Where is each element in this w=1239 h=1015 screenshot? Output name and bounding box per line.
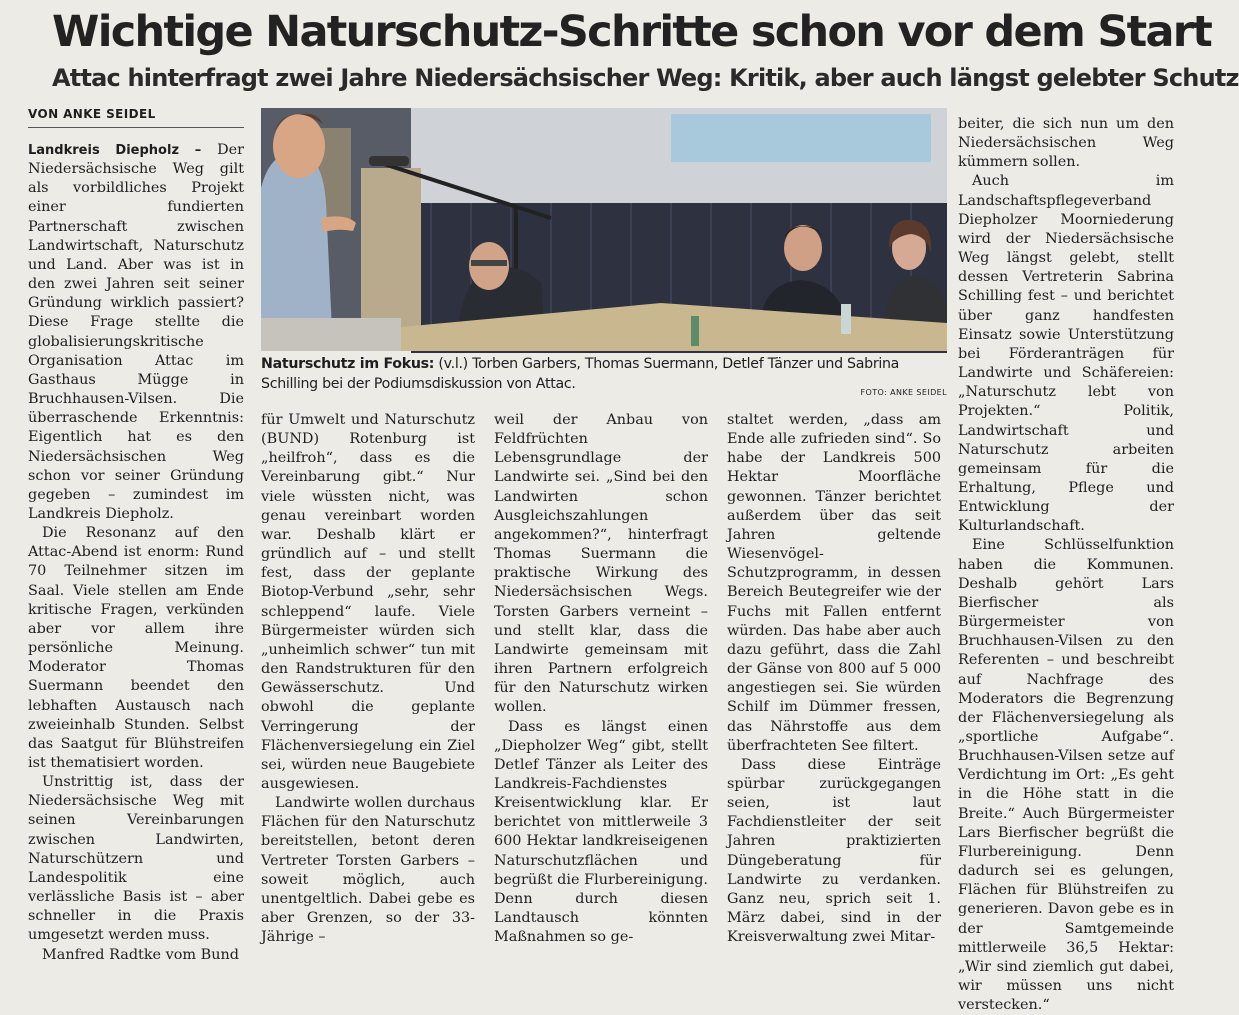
headline: Wichtige Naturschutz-Schritte schon vor dem Start — [52, 7, 1212, 57]
caption-text: (v.l.) Torben Garbers, Thomas Suermann, Detlef Tänzer und Sabrina Schilling bei der Podiumsdiskussion von Attac. — [261, 356, 900, 392]
body-paragraph: Dass diese Einträge spürbar zurückgegangen seien, ist laut Fachdienstleiter der seit Jahren praktizierten Düngeberatung für Landwirte zu verdanken. Ganz neu, sprich seit 1. März dabei, sind in der Kreisverwaltung zwei Mitar- — [727, 756, 941, 946]
body-paragraph: beiter, die sich nun um den Niedersächsischen Weg kümmern sollen. — [958, 116, 1174, 171]
event-photo — [261, 108, 947, 351]
lead-text: Der Niedersächsische Weg gilt als vorbildliches Projekt einer fundierten Partnerschaft zwischen Landwirtschaft, Naturschutz und Land. Aber was ist in den zwei Jahren seit seiner Gründung wirklich passiert? Diese Frage stellte die globalisierungskritische Organisation Attac im Gasthaus Mügge in Bruchhausen-Vilsen. Die überraschende Erkenntnis: Eigentlich hat es den Niedersächsischen Weg schon vor seiner Gründung gegeben – zumindest im Landkreis Diepholz. — [28, 142, 244, 522]
article-column-1 — [28, 141, 244, 963]
photo-credit: FOTO: ANKE SEIDEL — [860, 388, 947, 397]
caption-lead: Naturschutz im Fokus: — [261, 356, 435, 372]
body-paragraph: weil der Anbau von Feldfrüchten Lebensgrundlage der Landwirte sei. „Sind bei den Landwirten schon Ausgleichszahlungen angekommen?“, hinterfragt Thomas Suermann die praktische Wirkung des Niedersächsischen Wegs. Torsten Garbers verneint – und stellt klar, dass die Landwirte gemeinsam mit ihren Partnern erfolgreich für den Naturschutz wirken wollen. — [494, 412, 708, 716]
body-paragraph: Landwirte wollen durchaus Flächen für den Naturschutz bereitstellen, betont deren Vertreter Torsten Garbers – soweit möglich, auch unentgeltlich. Dabei gebe es aber Grenzen, so der 33-Jährige – — [261, 795, 475, 946]
body-paragraph: Manfred Radtke vom Bund — [42, 946, 239, 963]
subheadline: Attac hinterfragt zwei Jahre Niedersächsischer Weg: Kritik, aber auch längst gelebter Schutz — [52, 64, 1239, 92]
body-paragraph: Die Resonanz auf den Attac-Abend ist enorm: Rund 70 Teilnehmer sitzen im Saal. Viele stellen am Ende kritische Fragen, verkünden aber vor allem ihre persönliche Meinung. Moderator Thomas Suermann beendet den lebhaften Austausch nach zweieinhalb Stunden. Selbst das Saatgut für Blühstreifen ist thematisiert worden. — [28, 525, 244, 771]
body-paragraph: Dass es längst einen „Diepholzer Weg“ gibt, stellt Detlef Tänzer als Leiter des Landkreis-Fachdienstes Kreisentwicklung klar. Er berichtet von mittlerweile 3 600 Hektar landkreiseigenen Naturschutzflächen und begrüßt die Flurbereinigung. Denn durch diesen Landtausch könnten Maßnahmen so ge- — [494, 718, 708, 946]
body-paragraph: Unstrittig ist, dass der Niedersächsische Weg mit seinen Vereinbarungen zwischen Landwirten, Naturschützern und Landespolitik eine verlässliche Basis ist – aber schneller in die Praxis umgesetzt werden muss. — [28, 774, 244, 944]
article-column-5 — [958, 115, 1174, 1014]
body-paragraph: Eine Schlüsselfunktion haben die Kommunen. Deshalb gehört Lars Bierfischer als Bürgermeister von Bruchhausen-Vilsen zu den Referenten – und beschreibt auf Nachfrage des Moderators die Begrenzung der Flächenversiegelung als „sportliche Aufgabe“. Bruchhausen-Vilsen setze auf Verdichtung im Ort: „Es geht in die Höhe statt in die Breite.“ Auch Bürgermeister Lars Bierfischer begrüßt die Flurbereinigung. Denn dadurch sei es gelungen, Flächen für Blühstreifen zu generieren. Davon gebe es in der Samtgemeinde mittlerweile 36,5 Hektar: „Wir sind ziemlich gut dabei, wir müssen uns nicht verstecken.“ — [958, 537, 1174, 1014]
dateline: Landkreis Diepholz – — [28, 143, 202, 158]
article-column-4 — [727, 411, 941, 946]
body-paragraph: für Umwelt und Naturschutz (BUND) Rotenburg ist „heilfroh“, dass es die Vereinbarung gibt.“ Nur viele wüssten nicht, was genau vereinbart worden war. Deshalb klärt er gründlich auf – und stellt fest, dass der geplante Biotop-Verbund „sehr, sehr schleppend“ laufe. Viele Bürgermeister würden sich „unheimlich schwer“ tun mit den Randstrukturen für den Gewässerschutz. Und obwohl die geplante Verringerung der Flächenversiegelung ein Ziel sei, würden neue Baugebiete ausgewiesen. — [261, 412, 475, 792]
byline: VON ANKE SEIDEL — [28, 103, 244, 128]
podium-photo-illustration — [261, 108, 947, 351]
article-column-2 — [261, 411, 475, 946]
body-paragraph: staltet werden, „dass am Ende alle zufrieden sind“. So habe der Landkreis 500 Hektar Moorfläche gewonnen. Tänzer berichtet außerdem über das seit Jahren geltende Wiesenvögel-Schutzprogramm, in dessen Bereich Beutegreifer wie der Fuchs mit Fallen entfernt würden. Das habe aber auch dazu geführt, dass die Zahl der Gänse von 800 auf 5 000 angestiegen sei. Sie würden Schilf im Dümmer fressen, das Nährstoffe aus dem überfrachteten See filtert. — [727, 412, 941, 754]
body-paragraph: Auch im Landschaftspflegeverband Diepholzer Moorniederung wird der Niedersächsische Weg längst gelebt, stellt dessen Vertreterin Sabrina Schilling fest – und berichtet über ganz handfesten Einsatz sowie Unterstützung bei Förderanträgen für Landwirte und Schäfereien: „Naturschutz lebt von Projekten.“ Politik, Landwirtschaft und Naturschutz arbeiten gemeinsam für die Erhaltung, Pflege und Entwicklung der Kulturlandschaft. — [958, 173, 1174, 535]
lead-paragraph — [28, 141, 244, 524]
article-column-3 — [494, 411, 708, 946]
